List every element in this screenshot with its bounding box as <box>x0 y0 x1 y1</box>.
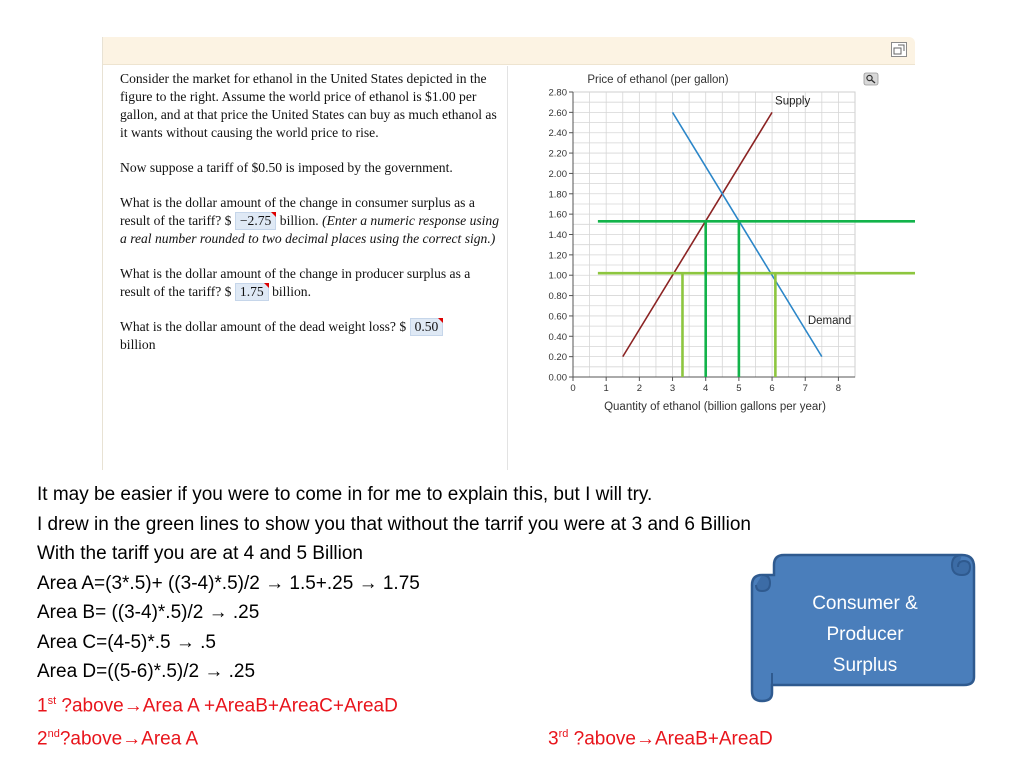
x-tick-label: 2 <box>636 383 643 394</box>
ethanol-chart <box>103 37 915 470</box>
q2-text: What is the dollar amount of the change in producer surplus as a result of the tariff? $ <box>120 266 471 299</box>
x-tick-label: 4 <box>703 383 709 394</box>
supply-label: Supply <box>775 95 811 108</box>
area-a-calc: Area A=(3*.5)+ ((3-4)*.5)/2 → 1.5+.25 → 1.75 <box>37 572 420 594</box>
x-tick-label: 5 <box>736 383 742 394</box>
y-tick-label: 2.40 <box>548 128 567 140</box>
y-tick-label: 0.40 <box>548 331 567 343</box>
q3-unit: billion <box>120 337 156 352</box>
y-tick-label: 1.00 <box>548 270 567 282</box>
answer-2-text: ?above→Area A <box>59 728 199 750</box>
q2-answer-field[interactable]: 1.75 <box>235 283 269 301</box>
answer-1-sup: st <box>47 694 57 707</box>
answer-2-num: 2 <box>37 728 48 750</box>
y-tick-label: 1.40 <box>548 230 567 241</box>
answer-1-text: ?above→Area A +AreaB+AreaC+AreaD <box>56 694 398 716</box>
question-intro: Consider the market for ethanol in the United States depicted in the figure to the right. Assume the world price of ethanol is $1.00 per gallon, and at that price the United States can buy as much ethanol as it wants without causing the world price to rise. <box>120 71 497 140</box>
demand-label: Demand <box>807 315 852 328</box>
area-b-calc: Area B= ((3-4)*.5)/2 → .25 <box>37 602 260 623</box>
q2-unit: billion. <box>272 284 311 299</box>
scroll-line-2: Producer <box>826 624 904 645</box>
y-tick-label: 0.60 <box>548 311 567 323</box>
answer-1-num: 1 <box>37 694 48 716</box>
question-panel <box>102 37 915 470</box>
x-tick-label: 3 <box>669 383 676 394</box>
x-tick-label: 8 <box>835 383 842 394</box>
answer-3-sup: rd <box>558 728 569 741</box>
x-tick-label: 7 <box>802 383 808 394</box>
zoom-icon[interactable] <box>864 73 878 85</box>
q3-text: What is the dollar amount of the dead weight loss? $ <box>120 319 407 334</box>
y-tick-label: 1.20 <box>548 250 567 262</box>
y-tick-label: 2.60 <box>548 107 567 119</box>
y-tick-label: 1.80 <box>548 189 567 201</box>
scroll-line-1: Consumer & <box>812 593 918 614</box>
y-tick-label: 1.60 <box>548 209 567 221</box>
y-tick-label: 2.00 <box>548 168 567 180</box>
y-tick-label: 2.20 <box>548 148 567 160</box>
area-c-calc: Area C=(4-5)*.5 → .5 <box>37 631 216 653</box>
scroll-banner-text <box>770 588 960 681</box>
area-d-calc: Area D=((5-6)*.5)/2 → .25 <box>37 661 256 682</box>
q1-text: What is the dollar amount of the change in consumer surplus as a result of the tariff? $ <box>120 195 475 228</box>
question-tariff: Now suppose a tariff of $0.50 is imposed by the government. <box>120 160 453 175</box>
y-tick-label: 2.80 <box>548 87 567 99</box>
y-tick-label: 0.20 <box>548 352 567 364</box>
answer-3-text: ?above→AreaB+AreaD <box>568 728 773 750</box>
answer-2-note <box>37 720 773 754</box>
answer-1-note <box>37 687 751 721</box>
x-tick-label: 0 <box>570 383 576 394</box>
note-line-3: With the tariff you are at 4 and 5 Billion <box>37 543 363 564</box>
q1-hint: (Enter a numeric response using a real number rounded to two decimal places using the correct sign.) <box>120 213 500 246</box>
y-tick-label: 0.80 <box>548 291 567 303</box>
q1-answer-field[interactable]: −2.75 <box>235 212 276 230</box>
answer-3-num: 3 <box>548 728 559 750</box>
x-tick-label: 6 <box>769 383 775 394</box>
x-tick-label: 1 <box>603 383 609 394</box>
explanation-notes <box>37 480 773 754</box>
y-tick-label: 0.00 <box>548 372 567 384</box>
q1-unit: billion. <box>279 213 319 228</box>
q3-answer-field[interactable]: 0.50 <box>410 318 444 336</box>
answer-3-note <box>548 720 773 754</box>
note-line-2: I drew in the green lines to show you that without the tarrif you were at 3 and 6 Billion <box>37 513 751 535</box>
chart-title: Price of ethanol (per gallon) <box>587 74 729 86</box>
answer-2-sup: nd <box>47 728 60 741</box>
chart-xlabel: Quantity of ethanol (billion gallons per year) <box>604 401 826 413</box>
scroll-line-3: Surplus <box>832 655 898 676</box>
note-line-1: It may be easier if you were to come in for me to explain this, but I will try. <box>37 484 653 505</box>
